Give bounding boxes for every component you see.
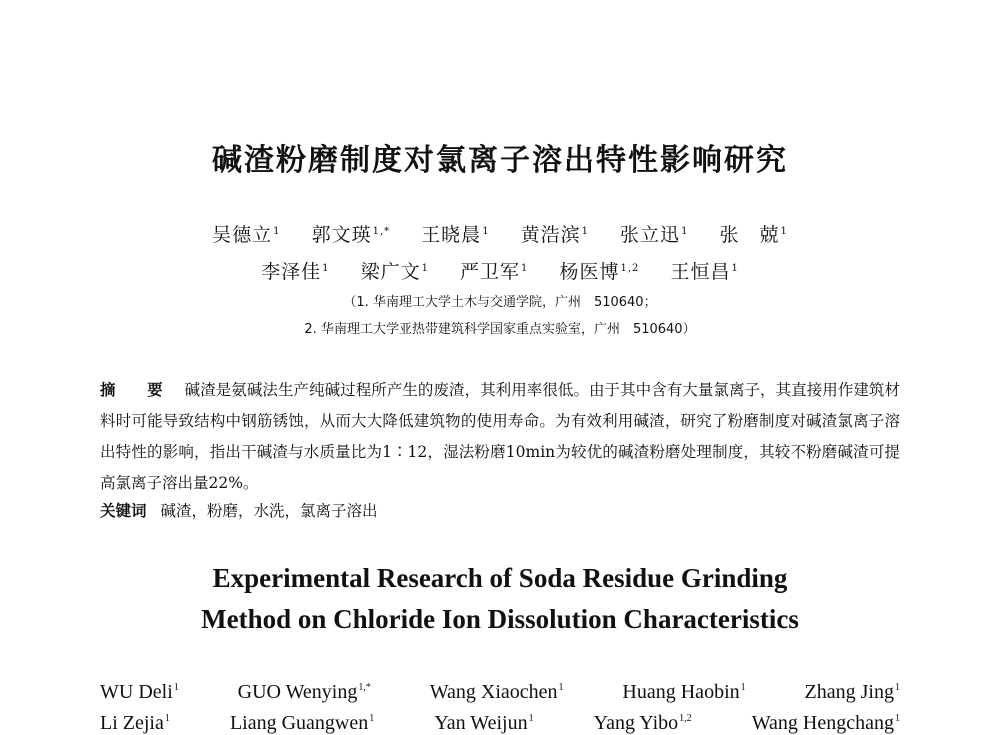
author-zh: 黄浩滨$^1$ [520, 224, 589, 246]
author-en: Yang Yibo$^{1,2}$ [593, 712, 692, 734]
author-zh: 杨医博$^{1,2}$ [559, 261, 640, 283]
author-zh: 张立迅$^1$ [620, 224, 689, 246]
author-en: WU Deli$^1$ [100, 681, 179, 703]
author-en: Yan Weijun$^1$ [434, 712, 534, 734]
author-en: Liang Guangwen$^1$ [229, 712, 375, 734]
keywords-label: 关键词 [100, 502, 147, 520]
author-zh: 郭文瑛$^{1,*}$ [311, 224, 391, 246]
affiliation-1: （1. 华南理工大学土木与交通学院，广州 510640； [343, 295, 657, 310]
paper-title-en-line2: Method on Chloride Ion Dissolution Characteristics [201, 604, 799, 634]
author-en: Wang Xiaochen$^1$ [429, 681, 564, 703]
abstract [100, 375, 900, 499]
author-zh: 吴德立$^1$ [212, 224, 281, 246]
author-en: Huang Haobin$^1$ [622, 681, 746, 703]
author-en: GUO Wenying$^{1,*}$ [237, 681, 371, 703]
author-en: Wang Hengchang$^1$ [751, 712, 900, 734]
abstract-text: 碱渣是氨碱法生产纯碱过程所产生的废渣，其利用率很低。由于其中含有大量氯离子，其直接用作建筑材料时可能导致结构中钢筋锈蚀，从而大大降低建筑物的使用寿命。为有效利用碱渣，研究了粉磨制度对碱渣氯离子溶出特性的影响，指出干碱渣与水质量比为1∶12，湿法粉磨10min为较优的碱渣粉磨处理制度，其较不粉磨碱渣可提高氯离子溶出量22%。 [100, 381, 900, 492]
affiliation-2: 2. 华南理工大学亚热带建筑科学国家重点实验室，广州 510640） [304, 322, 696, 337]
author-zh: 张 兢$^1$ [719, 224, 788, 246]
author-en: Li Zejia$^1$ [100, 712, 170, 734]
author-zh: 李泽佳$^1$ [261, 261, 330, 283]
author-zh: 严卫军$^1$ [460, 261, 529, 283]
paper-title-en-line1: Experimental Research of Soda Residue Grinding [212, 563, 788, 593]
keywords-text: 碱渣，粉磨，水洗，氯离子溶出 [160, 502, 378, 520]
authors-en-line1 [100, 681, 900, 704]
authors-zh-line2 [0, 257, 1000, 284]
author-en: Zhang Jing$^1$ [804, 681, 900, 703]
authors-zh-line1 [0, 220, 1000, 247]
author-zh: 王晓晨$^1$ [421, 224, 490, 246]
author-zh: 王恒昌$^1$ [670, 261, 739, 283]
author-zh: 梁广文$^1$ [360, 261, 429, 283]
authors-en-line2 [100, 712, 900, 735]
keywords [100, 499, 900, 521]
paper-title-zh: 碱渣粉磨制度对氯离子溶出特性影响研究 [212, 143, 788, 178]
abstract-label: 摘 要 [100, 381, 171, 399]
